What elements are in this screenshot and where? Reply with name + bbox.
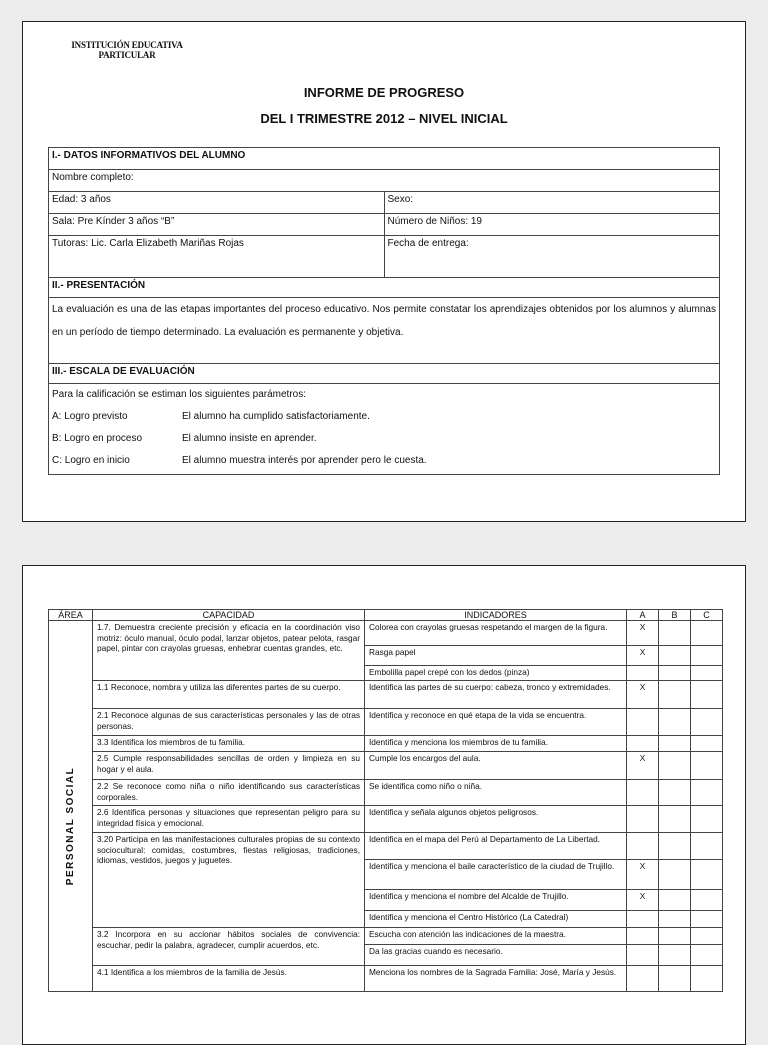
mark-c xyxy=(691,833,723,860)
mark-a xyxy=(627,911,659,928)
indicator-cell: Rasga papel xyxy=(365,646,627,666)
mark-b xyxy=(659,911,691,928)
mark-a: X xyxy=(627,621,659,646)
mark-b xyxy=(659,621,691,646)
mark-b xyxy=(659,681,691,709)
indicator-cell: Identifica las partes de su cuerpo: cabeza, tronco y extremidades. xyxy=(365,681,627,709)
mark-c xyxy=(691,681,723,709)
mark-b xyxy=(659,709,691,736)
mark-c xyxy=(691,890,723,911)
report-page-2 xyxy=(22,565,746,1045)
mark-c xyxy=(691,966,723,992)
header-b: B xyxy=(659,610,691,621)
mark-a: X xyxy=(627,752,659,780)
report-subtitle: DEL I TRIMESTRE 2012 – NIVEL INICIAL xyxy=(260,111,508,126)
indicator-cell: Identifica y reconoce en qué etapa de la vida se encuentra. xyxy=(365,709,627,736)
mark-a: X xyxy=(627,860,659,890)
capacity-cell: 3.20 Participa en las manifestaciones culturales propias de su contexto sociocultural: comidas, costumbres, fiestas religiosas, tradiciones, idiomas, vestidos, juegos y juguetes. xyxy=(93,833,365,928)
capacities-table xyxy=(48,609,723,992)
student-info-table xyxy=(48,147,720,475)
header-area: ÁREA xyxy=(49,610,93,621)
section-heading-presentation: II.- PRESENTACIÓN xyxy=(49,278,720,298)
indicator-cell: Se identifica como niño o niña. xyxy=(365,780,627,806)
capacity-cell: 3.3 Identifica los miembros de tu familia. xyxy=(93,736,365,752)
mark-b xyxy=(659,966,691,992)
mark-b xyxy=(659,666,691,681)
indicator-cell: Identifica y menciona los miembros de tu familia. xyxy=(365,736,627,752)
mark-b xyxy=(659,890,691,911)
header-c: C xyxy=(691,610,723,621)
mark-a xyxy=(627,928,659,945)
table-header-row xyxy=(49,610,723,621)
section-heading-student-data: I.- DATOS INFORMATIVOS DEL ALUMNO xyxy=(49,148,720,170)
mark-a xyxy=(627,736,659,752)
indicator-cell: Menciona los nombres de la Sagrada Familia: José, María y Jesús. xyxy=(365,966,627,992)
mark-b xyxy=(659,860,691,890)
section-heading-evaluation-scale: III.- ESCALA DE EVALUACIÓN xyxy=(49,364,720,384)
report-title: INFORME DE PROGRESO xyxy=(303,85,465,100)
indicator-cell: Colorea con crayolas gruesas respetando el margen de la figura. xyxy=(365,621,627,646)
institution-name: INSTITUCIÓN EDUCATIVA PARTICULAR xyxy=(71,40,183,60)
capacity-cell: 2.5 Cumple responsabilidades sencillas de orden y limpieza en su hogar y el aula. xyxy=(93,752,365,780)
mark-b xyxy=(659,945,691,966)
mark-c xyxy=(691,928,723,945)
mark-a xyxy=(627,709,659,736)
mark-a: X xyxy=(627,646,659,666)
indicator-cell: Identifica y menciona el baile característico de la ciudad de Trujillo. xyxy=(365,860,627,890)
mark-c xyxy=(691,709,723,736)
mark-a xyxy=(627,945,659,966)
header-indicators: INDICADORES xyxy=(365,610,627,621)
mark-b xyxy=(659,806,691,833)
capacity-cell: 2.6 Identifica personas y situaciones que representan peligro para su integridad física y emocional. xyxy=(93,806,365,833)
indicator-cell: Escucha con atención las indicaciones de la maestra. xyxy=(365,928,627,945)
mark-a xyxy=(627,666,659,681)
mark-a: X xyxy=(627,890,659,911)
age-field: Edad: 3 años xyxy=(49,192,385,214)
mark-a xyxy=(627,806,659,833)
capacity-cell: 2.2 Se reconoce como niña o niño identificando sus características corporales. xyxy=(93,780,365,806)
mark-a xyxy=(627,780,659,806)
mark-a xyxy=(627,833,659,860)
report-page-1 xyxy=(22,21,746,522)
mark-c xyxy=(691,621,723,646)
mark-b xyxy=(659,752,691,780)
scale-row-b: B: Logro en proceso El alumno insiste en aprender. xyxy=(52,433,317,444)
indicator-cell: Cumple los encargos del aula. xyxy=(365,752,627,780)
scale-intro: Para la calificación se estiman los siguientes parámetros: xyxy=(52,389,307,400)
scale-row-a: A: Logro previsto El alumno ha cumplido satisfactoriamente. xyxy=(52,411,370,422)
capacity-cell: 4.1 Identifica a los miembros de la familia de Jesús. xyxy=(93,966,365,992)
area-cell xyxy=(49,621,93,992)
mark-c xyxy=(691,911,723,928)
scale-row-c: C: Logro en inicio El alumno muestra interés por aprender pero le cuesta. xyxy=(52,455,427,466)
capacity-cell: 1.1 Reconoce, nombra y utiliza las diferentes partes de su cuerpo. xyxy=(93,681,365,709)
delivery-date-field: Fecha de entrega: xyxy=(384,236,720,278)
mark-b xyxy=(659,928,691,945)
mark-c xyxy=(691,780,723,806)
evaluation-scale xyxy=(49,384,720,475)
mark-a xyxy=(627,966,659,992)
mark-b xyxy=(659,780,691,806)
mark-b xyxy=(659,736,691,752)
mark-a: X xyxy=(627,681,659,709)
capacity-cell: 3.2 Incorpora en su accionar hábitos sociales de convivencia: escuchar, pedir la palabra, agradecer, cumplir acuerdos, etc. xyxy=(93,928,365,966)
mark-c xyxy=(691,666,723,681)
indicator-cell: Identifica y señala algunos objetos peligrosos. xyxy=(365,806,627,833)
mark-b xyxy=(659,646,691,666)
capacity-cell: 2.1 Reconoce algunas de sus características personales y las de otras personas. xyxy=(93,709,365,736)
header-capacity: CAPACIDAD xyxy=(93,610,365,621)
children-count-field: Número de Niños: 19 xyxy=(384,214,720,236)
mark-c xyxy=(691,646,723,666)
indicator-cell: Identifica en el mapa del Perú al Departamento de La Libertad. xyxy=(365,833,627,860)
capacity-cell: 1.7. Demuestra creciente precisión y eficacia en la coordinación viso motriz: óculo manual, óculo podal, lanzar objetos, patear pelota, rasgar papel, pintar con crayolas gruesas, enhebrar cuentas grandes, etc. xyxy=(93,621,365,681)
mark-c xyxy=(691,860,723,890)
tutors-field: Tutoras: Lic. Carla Elizabeth Mariñas Rojas xyxy=(49,236,385,278)
presentation-text: La evaluación es una de las etapas importantes del proceso educativo. Nos permite constatar los aprendizajes obtenidos por los alumnos y alumnas en un período de tiempo determinado. La evaluación es permanente y objetiva. xyxy=(49,298,720,364)
header-a: A xyxy=(627,610,659,621)
mark-c xyxy=(691,945,723,966)
area-label: PERSONAL SOCIAL xyxy=(64,766,76,886)
sex-field: Sexo: xyxy=(384,192,720,214)
indicator-cell: Embolilla papel crepé con los dedos (pinza) xyxy=(365,666,627,681)
mark-c xyxy=(691,736,723,752)
mark-c xyxy=(691,806,723,833)
mark-c xyxy=(691,752,723,780)
full-name-field: Nombre completo: xyxy=(49,170,720,192)
indicator-cell: Identifica y menciona el nombre del Alcalde de Trujillo. xyxy=(365,890,627,911)
indicator-cell: Da las gracias cuando es necesario. xyxy=(365,945,627,966)
room-field: Sala: Pre Kínder 3 años “B” xyxy=(49,214,385,236)
indicator-cell: Identifica y menciona el Centro Histórico (La Catedral) xyxy=(365,911,627,928)
mark-b xyxy=(659,833,691,860)
